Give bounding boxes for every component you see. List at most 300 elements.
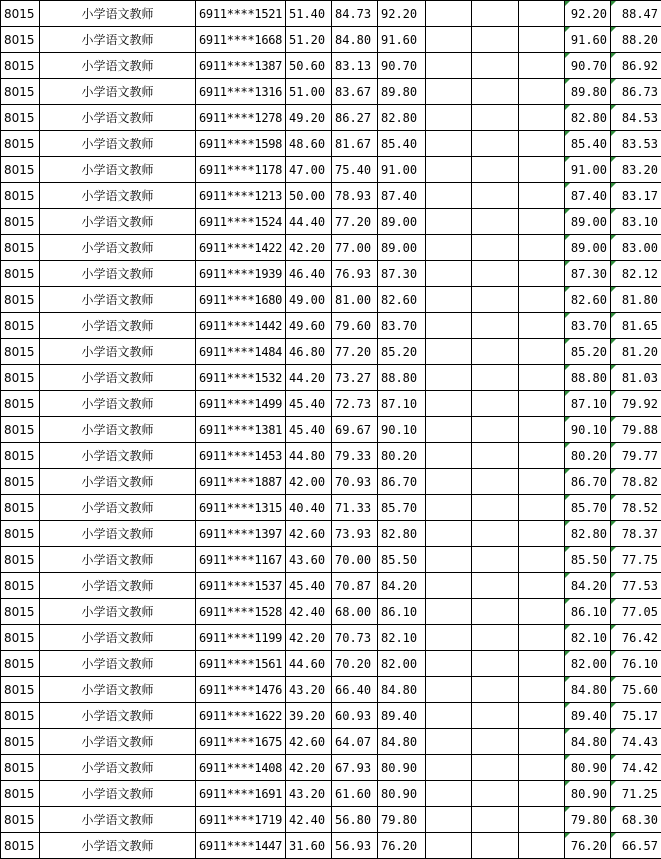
empty-cell[interactable] (472, 53, 519, 79)
candidate-id-cell[interactable]: 6911****1598 (196, 131, 286, 157)
final-interview-cell[interactable]: 87.30 (565, 261, 611, 287)
empty-cell[interactable] (426, 313, 472, 339)
converted-score-cell[interactable]: 77.00 (332, 235, 378, 261)
written-score-cell[interactable]: 51.00 (286, 79, 332, 105)
interview-score-cell[interactable]: 86.10 (378, 599, 426, 625)
position-name-cell[interactable]: 小学语文教师 (40, 755, 196, 781)
position-name-cell[interactable]: 小学语文教师 (40, 651, 196, 677)
position-name-cell[interactable]: 小学语文教师 (40, 729, 196, 755)
empty-cell[interactable] (472, 1, 519, 27)
position-name-cell[interactable]: 小学语文教师 (40, 495, 196, 521)
position-code-cell[interactable]: 8015 (1, 183, 40, 209)
written-score-cell[interactable]: 49.20 (286, 105, 332, 131)
candidate-id-cell[interactable]: 6911****1476 (196, 677, 286, 703)
written-score-cell[interactable]: 43.60 (286, 547, 332, 573)
written-score-cell[interactable]: 45.40 (286, 391, 332, 417)
total-score-cell[interactable]: 68.30 (611, 807, 661, 833)
converted-score-cell[interactable]: 78.93 (332, 183, 378, 209)
converted-score-cell[interactable]: 60.93 (332, 703, 378, 729)
converted-score-cell[interactable]: 70.87 (332, 573, 378, 599)
interview-score-cell[interactable]: 82.80 (378, 521, 426, 547)
empty-cell[interactable] (426, 807, 472, 833)
written-score-cell[interactable]: 43.20 (286, 781, 332, 807)
empty-cell[interactable] (472, 235, 519, 261)
total-score-cell[interactable]: 78.82 (611, 469, 661, 495)
empty-cell[interactable] (472, 677, 519, 703)
final-interview-cell[interactable]: 89.40 (565, 703, 611, 729)
empty-cell[interactable] (519, 183, 565, 209)
empty-cell[interactable] (472, 417, 519, 443)
total-score-cell[interactable]: 81.03 (611, 365, 661, 391)
empty-cell[interactable] (426, 235, 472, 261)
interview-score-cell[interactable]: 84.20 (378, 573, 426, 599)
final-interview-cell[interactable]: 86.10 (565, 599, 611, 625)
interview-score-cell[interactable]: 79.80 (378, 807, 426, 833)
empty-cell[interactable] (426, 729, 472, 755)
converted-score-cell[interactable]: 73.27 (332, 365, 378, 391)
empty-cell[interactable] (426, 157, 472, 183)
position-code-cell[interactable]: 8015 (1, 807, 40, 833)
empty-cell[interactable] (472, 729, 519, 755)
written-score-cell[interactable]: 51.40 (286, 1, 332, 27)
empty-cell[interactable] (519, 313, 565, 339)
empty-cell[interactable] (472, 183, 519, 209)
converted-score-cell[interactable]: 56.93 (332, 833, 378, 859)
candidate-id-cell[interactable]: 6911****1521 (196, 1, 286, 27)
converted-score-cell[interactable]: 79.33 (332, 443, 378, 469)
empty-cell[interactable] (519, 287, 565, 313)
final-interview-cell[interactable]: 80.90 (565, 755, 611, 781)
total-score-cell[interactable]: 78.37 (611, 521, 661, 547)
written-score-cell[interactable]: 39.20 (286, 703, 332, 729)
empty-cell[interactable] (519, 105, 565, 131)
converted-score-cell[interactable]: 67.93 (332, 755, 378, 781)
written-score-cell[interactable]: 43.20 (286, 677, 332, 703)
interview-score-cell[interactable]: 89.00 (378, 209, 426, 235)
empty-cell[interactable] (426, 755, 472, 781)
converted-score-cell[interactable]: 84.73 (332, 1, 378, 27)
candidate-id-cell[interactable]: 6911****1442 (196, 313, 286, 339)
final-interview-cell[interactable]: 85.20 (565, 339, 611, 365)
total-score-cell[interactable]: 83.17 (611, 183, 661, 209)
converted-score-cell[interactable]: 72.73 (332, 391, 378, 417)
position-code-cell[interactable]: 8015 (1, 573, 40, 599)
empty-cell[interactable] (426, 677, 472, 703)
interview-score-cell[interactable]: 82.80 (378, 105, 426, 131)
position-code-cell[interactable]: 8015 (1, 365, 40, 391)
empty-cell[interactable] (472, 469, 519, 495)
total-score-cell[interactable]: 83.00 (611, 235, 661, 261)
empty-cell[interactable] (472, 365, 519, 391)
empty-cell[interactable] (519, 625, 565, 651)
position-code-cell[interactable]: 8015 (1, 547, 40, 573)
final-interview-cell[interactable]: 90.70 (565, 53, 611, 79)
position-name-cell[interactable]: 小学语文教师 (40, 677, 196, 703)
empty-cell[interactable] (472, 573, 519, 599)
interview-score-cell[interactable]: 88.80 (378, 365, 426, 391)
position-name-cell[interactable]: 小学语文教师 (40, 547, 196, 573)
empty-cell[interactable] (472, 443, 519, 469)
empty-cell[interactable] (472, 703, 519, 729)
empty-cell[interactable] (519, 807, 565, 833)
written-score-cell[interactable]: 31.60 (286, 833, 332, 859)
candidate-id-cell[interactable]: 6911****1316 (196, 79, 286, 105)
empty-cell[interactable] (472, 105, 519, 131)
position-name-cell[interactable]: 小学语文教师 (40, 105, 196, 131)
position-code-cell[interactable]: 8015 (1, 235, 40, 261)
written-score-cell[interactable]: 45.40 (286, 573, 332, 599)
candidate-id-cell[interactable]: 6911****1524 (196, 209, 286, 235)
converted-score-cell[interactable]: 68.00 (332, 599, 378, 625)
empty-cell[interactable] (426, 131, 472, 157)
empty-cell[interactable] (426, 625, 472, 651)
converted-score-cell[interactable]: 66.40 (332, 677, 378, 703)
position-code-cell[interactable]: 8015 (1, 729, 40, 755)
position-name-cell[interactable]: 小学语文教师 (40, 469, 196, 495)
candidate-id-cell[interactable]: 6911****1167 (196, 547, 286, 573)
converted-score-cell[interactable]: 56.80 (332, 807, 378, 833)
empty-cell[interactable] (426, 183, 472, 209)
candidate-id-cell[interactable]: 6911****1447 (196, 833, 286, 859)
candidate-id-cell[interactable]: 6911****1528 (196, 599, 286, 625)
interview-score-cell[interactable]: 90.70 (378, 53, 426, 79)
candidate-id-cell[interactable]: 6911****1532 (196, 365, 286, 391)
total-score-cell[interactable]: 83.20 (611, 157, 661, 183)
position-code-cell[interactable]: 8015 (1, 599, 40, 625)
position-name-cell[interactable]: 小学语文教师 (40, 625, 196, 651)
converted-score-cell[interactable]: 81.67 (332, 131, 378, 157)
candidate-id-cell[interactable]: 6911****1387 (196, 53, 286, 79)
empty-cell[interactable] (426, 703, 472, 729)
total-score-cell[interactable]: 74.42 (611, 755, 661, 781)
candidate-id-cell[interactable]: 6911****1691 (196, 781, 286, 807)
empty-cell[interactable] (426, 443, 472, 469)
written-score-cell[interactable]: 48.60 (286, 131, 332, 157)
empty-cell[interactable] (426, 339, 472, 365)
converted-score-cell[interactable]: 76.93 (332, 261, 378, 287)
position-code-cell[interactable]: 8015 (1, 105, 40, 131)
converted-score-cell[interactable]: 70.73 (332, 625, 378, 651)
position-code-cell[interactable]: 8015 (1, 261, 40, 287)
position-code-cell[interactable]: 8015 (1, 443, 40, 469)
empty-cell[interactable] (472, 495, 519, 521)
written-score-cell[interactable]: 42.20 (286, 235, 332, 261)
empty-cell[interactable] (519, 547, 565, 573)
empty-cell[interactable] (519, 1, 565, 27)
empty-cell[interactable] (426, 469, 472, 495)
position-name-cell[interactable]: 小学语文教师 (40, 1, 196, 27)
empty-cell[interactable] (519, 235, 565, 261)
position-name-cell[interactable]: 小学语文教师 (40, 781, 196, 807)
position-code-cell[interactable]: 8015 (1, 209, 40, 235)
written-score-cell[interactable]: 42.40 (286, 807, 332, 833)
interview-score-cell[interactable]: 80.90 (378, 755, 426, 781)
total-score-cell[interactable]: 75.60 (611, 677, 661, 703)
candidate-id-cell[interactable]: 6911****1484 (196, 339, 286, 365)
position-code-cell[interactable]: 8015 (1, 651, 40, 677)
final-interview-cell[interactable]: 91.60 (565, 27, 611, 53)
interview-score-cell[interactable]: 90.10 (378, 417, 426, 443)
candidate-id-cell[interactable]: 6911****1315 (196, 495, 286, 521)
empty-cell[interactable] (519, 53, 565, 79)
final-interview-cell[interactable]: 86.70 (565, 469, 611, 495)
total-score-cell[interactable]: 76.10 (611, 651, 661, 677)
empty-cell[interactable] (472, 313, 519, 339)
written-score-cell[interactable]: 42.60 (286, 729, 332, 755)
total-score-cell[interactable]: 77.05 (611, 599, 661, 625)
empty-cell[interactable] (426, 53, 472, 79)
position-code-cell[interactable]: 8015 (1, 287, 40, 313)
interview-score-cell[interactable]: 85.50 (378, 547, 426, 573)
position-code-cell[interactable]: 8015 (1, 157, 40, 183)
empty-cell[interactable] (426, 495, 472, 521)
empty-cell[interactable] (472, 599, 519, 625)
position-name-cell[interactable]: 小学语文教师 (40, 131, 196, 157)
empty-cell[interactable] (519, 833, 565, 859)
empty-cell[interactable] (519, 651, 565, 677)
position-code-cell[interactable]: 8015 (1, 833, 40, 859)
converted-score-cell[interactable]: 77.20 (332, 209, 378, 235)
empty-cell[interactable] (472, 547, 519, 573)
empty-cell[interactable] (426, 417, 472, 443)
position-code-cell[interactable]: 8015 (1, 417, 40, 443)
empty-cell[interactable] (519, 339, 565, 365)
interview-score-cell[interactable]: 85.40 (378, 131, 426, 157)
candidate-id-cell[interactable]: 6911****1499 (196, 391, 286, 417)
final-interview-cell[interactable]: 84.80 (565, 729, 611, 755)
candidate-id-cell[interactable]: 6911****1213 (196, 183, 286, 209)
final-interview-cell[interactable]: 87.40 (565, 183, 611, 209)
position-name-cell[interactable]: 小学语文教师 (40, 573, 196, 599)
written-score-cell[interactable]: 44.20 (286, 365, 332, 391)
final-interview-cell[interactable]: 85.70 (565, 495, 611, 521)
written-score-cell[interactable]: 46.40 (286, 261, 332, 287)
empty-cell[interactable] (519, 599, 565, 625)
written-score-cell[interactable]: 42.40 (286, 599, 332, 625)
empty-cell[interactable] (519, 365, 565, 391)
written-score-cell[interactable]: 49.00 (286, 287, 332, 313)
empty-cell[interactable] (519, 677, 565, 703)
interview-score-cell[interactable]: 82.10 (378, 625, 426, 651)
empty-cell[interactable] (519, 703, 565, 729)
interview-score-cell[interactable]: 84.80 (378, 677, 426, 703)
written-score-cell[interactable]: 44.40 (286, 209, 332, 235)
total-score-cell[interactable]: 86.92 (611, 53, 661, 79)
converted-score-cell[interactable]: 70.20 (332, 651, 378, 677)
empty-cell[interactable] (426, 79, 472, 105)
interview-score-cell[interactable]: 84.80 (378, 729, 426, 755)
written-score-cell[interactable]: 42.20 (286, 755, 332, 781)
interview-score-cell[interactable]: 89.00 (378, 235, 426, 261)
candidate-id-cell[interactable]: 6911****1178 (196, 157, 286, 183)
empty-cell[interactable] (472, 521, 519, 547)
written-score-cell[interactable]: 44.80 (286, 443, 332, 469)
empty-cell[interactable] (519, 391, 565, 417)
position-code-cell[interactable]: 8015 (1, 53, 40, 79)
candidate-id-cell[interactable]: 6911****1939 (196, 261, 286, 287)
position-name-cell[interactable]: 小学语文教师 (40, 365, 196, 391)
empty-cell[interactable] (519, 443, 565, 469)
empty-cell[interactable] (426, 833, 472, 859)
written-score-cell[interactable]: 47.00 (286, 157, 332, 183)
empty-cell[interactable] (426, 521, 472, 547)
empty-cell[interactable] (472, 625, 519, 651)
empty-cell[interactable] (519, 157, 565, 183)
total-score-cell[interactable]: 81.80 (611, 287, 661, 313)
total-score-cell[interactable]: 82.12 (611, 261, 661, 287)
empty-cell[interactable] (426, 105, 472, 131)
position-name-cell[interactable]: 小学语文教师 (40, 79, 196, 105)
candidate-id-cell[interactable]: 6911****1719 (196, 807, 286, 833)
position-code-cell[interactable]: 8015 (1, 781, 40, 807)
final-interview-cell[interactable]: 79.80 (565, 807, 611, 833)
converted-score-cell[interactable]: 70.00 (332, 547, 378, 573)
position-name-cell[interactable]: 小学语文教师 (40, 53, 196, 79)
interview-score-cell[interactable]: 87.30 (378, 261, 426, 287)
total-score-cell[interactable]: 77.75 (611, 547, 661, 573)
final-interview-cell[interactable]: 89.00 (565, 209, 611, 235)
empty-cell[interactable] (472, 261, 519, 287)
written-score-cell[interactable]: 40.40 (286, 495, 332, 521)
interview-score-cell[interactable]: 83.70 (378, 313, 426, 339)
interview-score-cell[interactable]: 82.00 (378, 651, 426, 677)
position-name-cell[interactable]: 小学语文教师 (40, 703, 196, 729)
interview-score-cell[interactable]: 85.70 (378, 495, 426, 521)
empty-cell[interactable] (426, 27, 472, 53)
position-name-cell[interactable]: 小学语文教师 (40, 391, 196, 417)
empty-cell[interactable] (519, 573, 565, 599)
candidate-id-cell[interactable]: 6911****1199 (196, 625, 286, 651)
final-interview-cell[interactable]: 87.10 (565, 391, 611, 417)
interview-score-cell[interactable]: 92.20 (378, 1, 426, 27)
written-score-cell[interactable]: 49.60 (286, 313, 332, 339)
empty-cell[interactable] (426, 287, 472, 313)
position-name-cell[interactable]: 小学语文教师 (40, 235, 196, 261)
written-score-cell[interactable]: 42.00 (286, 469, 332, 495)
total-score-cell[interactable]: 79.92 (611, 391, 661, 417)
converted-score-cell[interactable]: 69.67 (332, 417, 378, 443)
interview-score-cell[interactable]: 87.10 (378, 391, 426, 417)
empty-cell[interactable] (519, 781, 565, 807)
total-score-cell[interactable]: 88.47 (611, 1, 661, 27)
position-code-cell[interactable]: 8015 (1, 1, 40, 27)
total-score-cell[interactable]: 78.52 (611, 495, 661, 521)
total-score-cell[interactable]: 81.20 (611, 339, 661, 365)
final-interview-cell[interactable]: 88.80 (565, 365, 611, 391)
position-code-cell[interactable]: 8015 (1, 27, 40, 53)
final-interview-cell[interactable]: 82.60 (565, 287, 611, 313)
written-score-cell[interactable]: 50.00 (286, 183, 332, 209)
empty-cell[interactable] (426, 781, 472, 807)
candidate-id-cell[interactable]: 6911****1381 (196, 417, 286, 443)
position-code-cell[interactable]: 8015 (1, 495, 40, 521)
position-name-cell[interactable]: 小学语文教师 (40, 443, 196, 469)
empty-cell[interactable] (426, 391, 472, 417)
empty-cell[interactable] (472, 27, 519, 53)
final-interview-cell[interactable]: 85.50 (565, 547, 611, 573)
candidate-id-cell[interactable]: 6911****1622 (196, 703, 286, 729)
empty-cell[interactable] (472, 651, 519, 677)
converted-score-cell[interactable]: 83.13 (332, 53, 378, 79)
candidate-id-cell[interactable]: 6911****1278 (196, 105, 286, 131)
position-code-cell[interactable]: 8015 (1, 677, 40, 703)
final-interview-cell[interactable]: 90.10 (565, 417, 611, 443)
empty-cell[interactable] (519, 27, 565, 53)
interview-score-cell[interactable]: 91.60 (378, 27, 426, 53)
converted-score-cell[interactable]: 77.20 (332, 339, 378, 365)
position-name-cell[interactable]: 小学语文教师 (40, 417, 196, 443)
empty-cell[interactable] (426, 261, 472, 287)
converted-score-cell[interactable]: 75.40 (332, 157, 378, 183)
candidate-id-cell[interactable]: 6911****1453 (196, 443, 286, 469)
position-code-cell[interactable]: 8015 (1, 339, 40, 365)
position-code-cell[interactable]: 8015 (1, 625, 40, 651)
empty-cell[interactable] (519, 729, 565, 755)
interview-score-cell[interactable]: 85.20 (378, 339, 426, 365)
position-code-cell[interactable]: 8015 (1, 755, 40, 781)
position-name-cell[interactable]: 小学语文教师 (40, 599, 196, 625)
interview-score-cell[interactable]: 91.00 (378, 157, 426, 183)
position-name-cell[interactable]: 小学语文教师 (40, 261, 196, 287)
position-code-cell[interactable]: 8015 (1, 703, 40, 729)
total-score-cell[interactable]: 76.42 (611, 625, 661, 651)
empty-cell[interactable] (426, 1, 472, 27)
written-score-cell[interactable]: 51.20 (286, 27, 332, 53)
empty-cell[interactable] (519, 261, 565, 287)
interview-score-cell[interactable]: 89.40 (378, 703, 426, 729)
total-score-cell[interactable]: 77.53 (611, 573, 661, 599)
final-interview-cell[interactable]: 85.40 (565, 131, 611, 157)
empty-cell[interactable] (426, 599, 472, 625)
final-interview-cell[interactable]: 82.10 (565, 625, 611, 651)
final-interview-cell[interactable]: 83.70 (565, 313, 611, 339)
empty-cell[interactable] (426, 651, 472, 677)
candidate-id-cell[interactable]: 6911****1408 (196, 755, 286, 781)
total-score-cell[interactable]: 83.53 (611, 131, 661, 157)
position-code-cell[interactable]: 8015 (1, 391, 40, 417)
position-name-cell[interactable]: 小学语文教师 (40, 27, 196, 53)
written-score-cell[interactable]: 50.60 (286, 53, 332, 79)
written-score-cell[interactable]: 42.20 (286, 625, 332, 651)
final-interview-cell[interactable]: 89.80 (565, 79, 611, 105)
empty-cell[interactable] (519, 521, 565, 547)
position-name-cell[interactable]: 小学语文教师 (40, 313, 196, 339)
interview-score-cell[interactable]: 80.90 (378, 781, 426, 807)
candidate-id-cell[interactable]: 6911****1668 (196, 27, 286, 53)
empty-cell[interactable] (472, 807, 519, 833)
empty-cell[interactable] (472, 755, 519, 781)
empty-cell[interactable] (519, 755, 565, 781)
position-code-cell[interactable]: 8015 (1, 131, 40, 157)
position-name-cell[interactable]: 小学语文教师 (40, 287, 196, 313)
converted-score-cell[interactable]: 81.00 (332, 287, 378, 313)
interview-score-cell[interactable]: 76.20 (378, 833, 426, 859)
final-interview-cell[interactable]: 84.20 (565, 573, 611, 599)
empty-cell[interactable] (472, 287, 519, 313)
position-name-cell[interactable]: 小学语文教师 (40, 209, 196, 235)
candidate-id-cell[interactable]: 6911****1887 (196, 469, 286, 495)
position-code-cell[interactable]: 8015 (1, 469, 40, 495)
position-name-cell[interactable]: 小学语文教师 (40, 183, 196, 209)
interview-score-cell[interactable]: 80.20 (378, 443, 426, 469)
candidate-id-cell[interactable]: 6911****1675 (196, 729, 286, 755)
total-score-cell[interactable]: 84.53 (611, 105, 661, 131)
converted-score-cell[interactable]: 79.60 (332, 313, 378, 339)
empty-cell[interactable] (472, 339, 519, 365)
interview-score-cell[interactable]: 87.40 (378, 183, 426, 209)
final-interview-cell[interactable]: 89.00 (565, 235, 611, 261)
interview-score-cell[interactable]: 89.80 (378, 79, 426, 105)
